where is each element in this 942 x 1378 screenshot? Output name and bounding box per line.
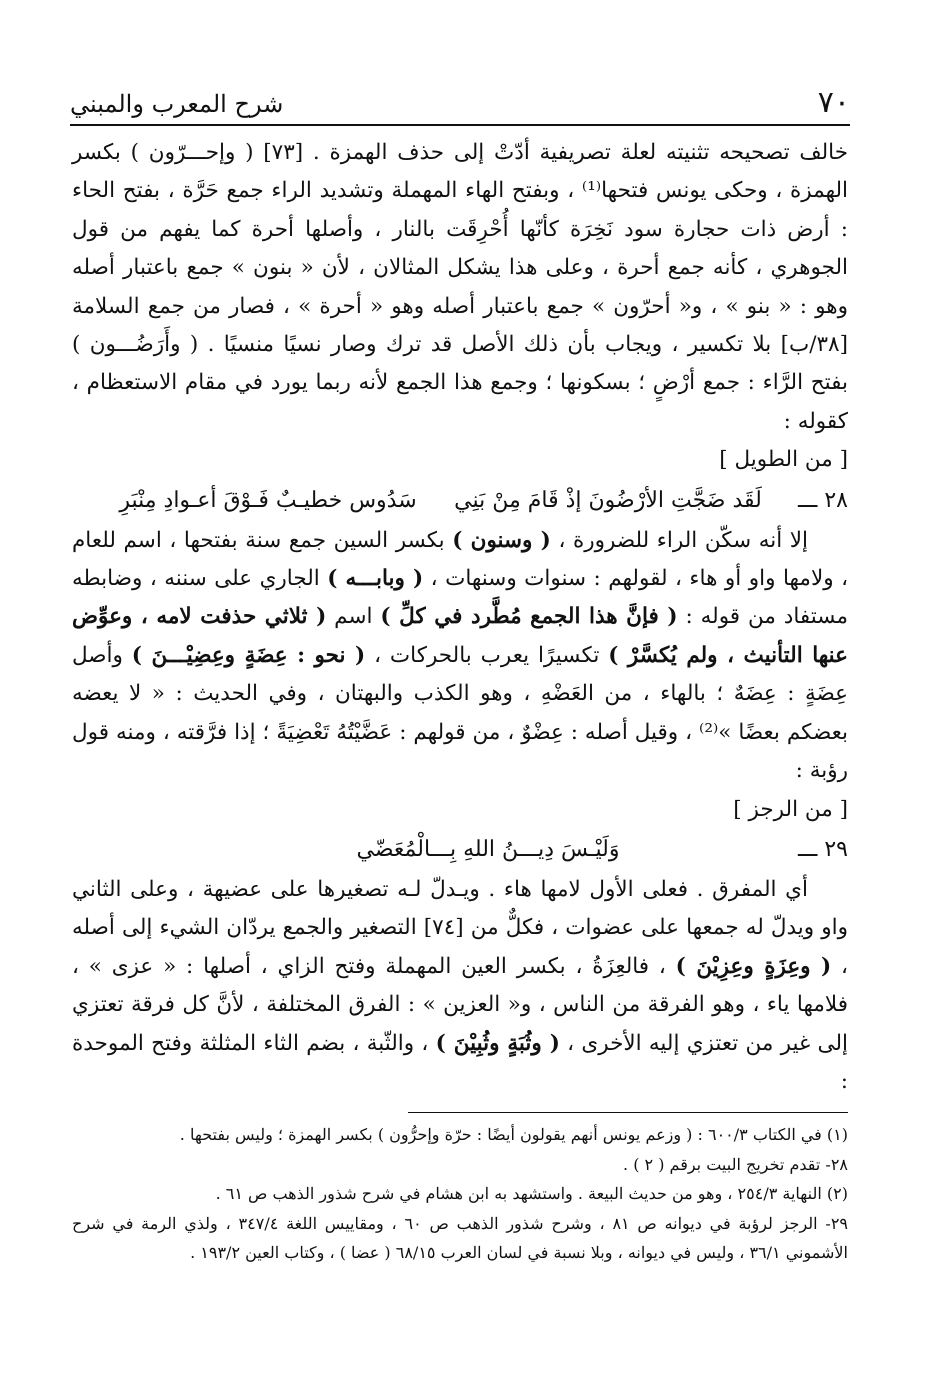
verse-number: ٢٨ ـــ bbox=[798, 487, 848, 513]
verse-28 bbox=[72, 480, 848, 522]
footnote-2: (٢) النهاية ٢٥٤/٣ ، وهو من حديث البيعة . واستشهد به ابن هشام في شرح شذور الذهب ص ٦١ . bbox=[215, 1184, 848, 1203]
bold-term: ( ثلاثي حذفت لامه ، وعوِّض عنها التأنيث ، ولم يُكسَّرْ ) bbox=[72, 604, 848, 668]
bold-term: ( وبابـــه ) bbox=[327, 566, 424, 592]
page-header bbox=[70, 80, 850, 126]
verse-hemistich-1: لَقَد ضَجَّتِ الأرْضُونَ إذْ قَامَ مِنْ بَنِي bbox=[454, 487, 762, 513]
bold-term: ( فإنَّ هذا الجمع مُطَّرد في كلِّ ) bbox=[380, 604, 678, 630]
footnote-verse-29: ٢٩- الرجز لرؤبة في ديوانه ص ٨١ ، وشرح شذور الذهب ص ٦٠ ، ومقاييس اللغة ٣٤٧/٤ ، ولذي الرمة في شرح الأشموني ٣٦/١ ، وليس في ديوانه ، وبلا نسبة في لسان العرب ٦٨/١٥ ( عضا ) ، وكتاب العين ١٩٣/٢ . bbox=[72, 1213, 848, 1262]
verse-number: ٢٩ ـــ bbox=[798, 836, 848, 862]
footnote-1: (١) في الكتاب ٦٠٠/٣ : ( وزعم يونس أنهم يقولون أيضًا : حرّة وإحرُّون ) بكسر الهمزة ؛ وليس بفتحها . bbox=[179, 1125, 848, 1144]
paragraph-3: أي المفرق . فعلى الأول لامها هاء . ويـدلّ لـه تصغيرها على عضيهة ، وعلى الثاني واو ويدلّ له جمعها على عضوات ، فكلٌّ من [٧٤] التصغير والجمع يردّان الشيء إلى أصله ، ( وعِزَةٍ وعِزِيْنَ ) ، فالعِزَةُ ، بكسر العين المهملة وفتح الزاي ، أصلها : « عزى » ، فلامها ياء ، وهو الفرقة من الناس ، و« العزين » : الفرق المختلفة ، لأنَّ كل فرقة تعتزي إلى غير من تعتزي إليه الأخرى ، ( وثُبَةٍ وثُبِيْنَ ) ، والثّبة ، بضم الثاء المثلثة وفتح الموحدة : bbox=[72, 876, 849, 1094]
bold-term: ( وعِزَةٍ وعِزِيْنَ ) bbox=[675, 953, 832, 979]
main-text bbox=[72, 134, 848, 1101]
footnote-separator bbox=[408, 1112, 848, 1113]
verse-text: وَلَيْـسَ دِيـــنُ اللهِ بِـــالْمُعَضّي bbox=[356, 836, 620, 862]
running-title: شرح المعرب والمبني bbox=[70, 90, 284, 118]
paragraph-2: إلا أنه سكّن الراء للضرورة ، ( وسنون ) بكسر السين جمع سنة بفتحها ، اسم للعام ، ولامها واو أو هاء ، لقولهم : سنوات وسنهات ، ( وبابـــه ) الجاري على سننه ، وضابطه مستفاد من قوله : ( فإنَّ هذا الجمع مُطَّرد في كلِّ ) اسم ( ثلاثي حذفت لامه ، وعوِّض عنها التأنيث ، ولم يُكسَّرْ ) تكسيرًا يعرب بالحركات ، ( نحو : عِضَةٍ وعِضِيْـــنَ ) وأصل عِضَةٍ : عِضَهٌ ؛ بالهاء ، من العَضْهِ ، وهو الكذب والبهتان ، وفي الحديث : « لا يعضه بعضكم بعضًا »⁽²⁾ ، وقيل أصله : عِضْوٌ ، من قولهم : عَضَّيْتُهُ تَعْضِيَةً ؛ إذا فرَّقته ، ومنه قول رؤبة : bbox=[72, 527, 849, 784]
page-number: ٧٠ bbox=[817, 85, 850, 120]
bold-term: ( وثُبَةٍ وثُبِيْنَ ) bbox=[435, 1030, 560, 1056]
bold-term: ( وسنون ) bbox=[452, 527, 551, 553]
verse-hemistich-2: سَدُوس خطيـبٌ فَـوْقَ أعـوادِ مِنْبَرِ bbox=[119, 487, 417, 513]
bold-term: ( نحو : عِضَةٍ وعِضِيْـــنَ ) bbox=[131, 642, 366, 668]
paragraph-1: خالف تصحيحه تثنيته لعلة تصريفية أدّتْ إلى حذف الهمزة . [٧٣] ( وإحـــرّون ) بكسر الهمزة ، وحكى يونس فتحها⁽¹⁾ ، وبفتح الهاء المهملة وتشديد الراء جمع حَرَّة ، بفتح الحاء : أرض ذات حجارة سود نَخِرَة كأنّها أُحْرِقَت بالنار ، وأصلها أحرة كما يفهم من قول الجوهري ، كأنه جمع أحرة ، وعلى هذا يشكل المثالان ، لأن « بنون » جمع باعتبار أصله وهو : « بنو » ، و« أحرّون » جمع باعتبار أصله وهو « أحرة » ، فصار من جمع السلامة [٣٨/ب] بلا تكسير ، ويجاب بأن ذلك الأصل قد ترك وصار نسيًا منسيًا . ( وأَرَضُـــون ) بفتح الرَّاء : جمع أرْضٍ ؛ بسكونها ؛ وجمع هذا الجمع لأنه ربما يورد في مقام الاستعظام ، كقوله : bbox=[72, 140, 849, 434]
footnote-verse-28: ٢٨- تقدم تخريج البيت برقم ( ٢ ) . bbox=[623, 1154, 848, 1174]
meter-label: [ من الرجز ] bbox=[733, 796, 848, 822]
verse-29 bbox=[72, 829, 848, 871]
footnotes bbox=[72, 1120, 848, 1268]
meter-label: [ من الطويل ] bbox=[719, 447, 848, 473]
